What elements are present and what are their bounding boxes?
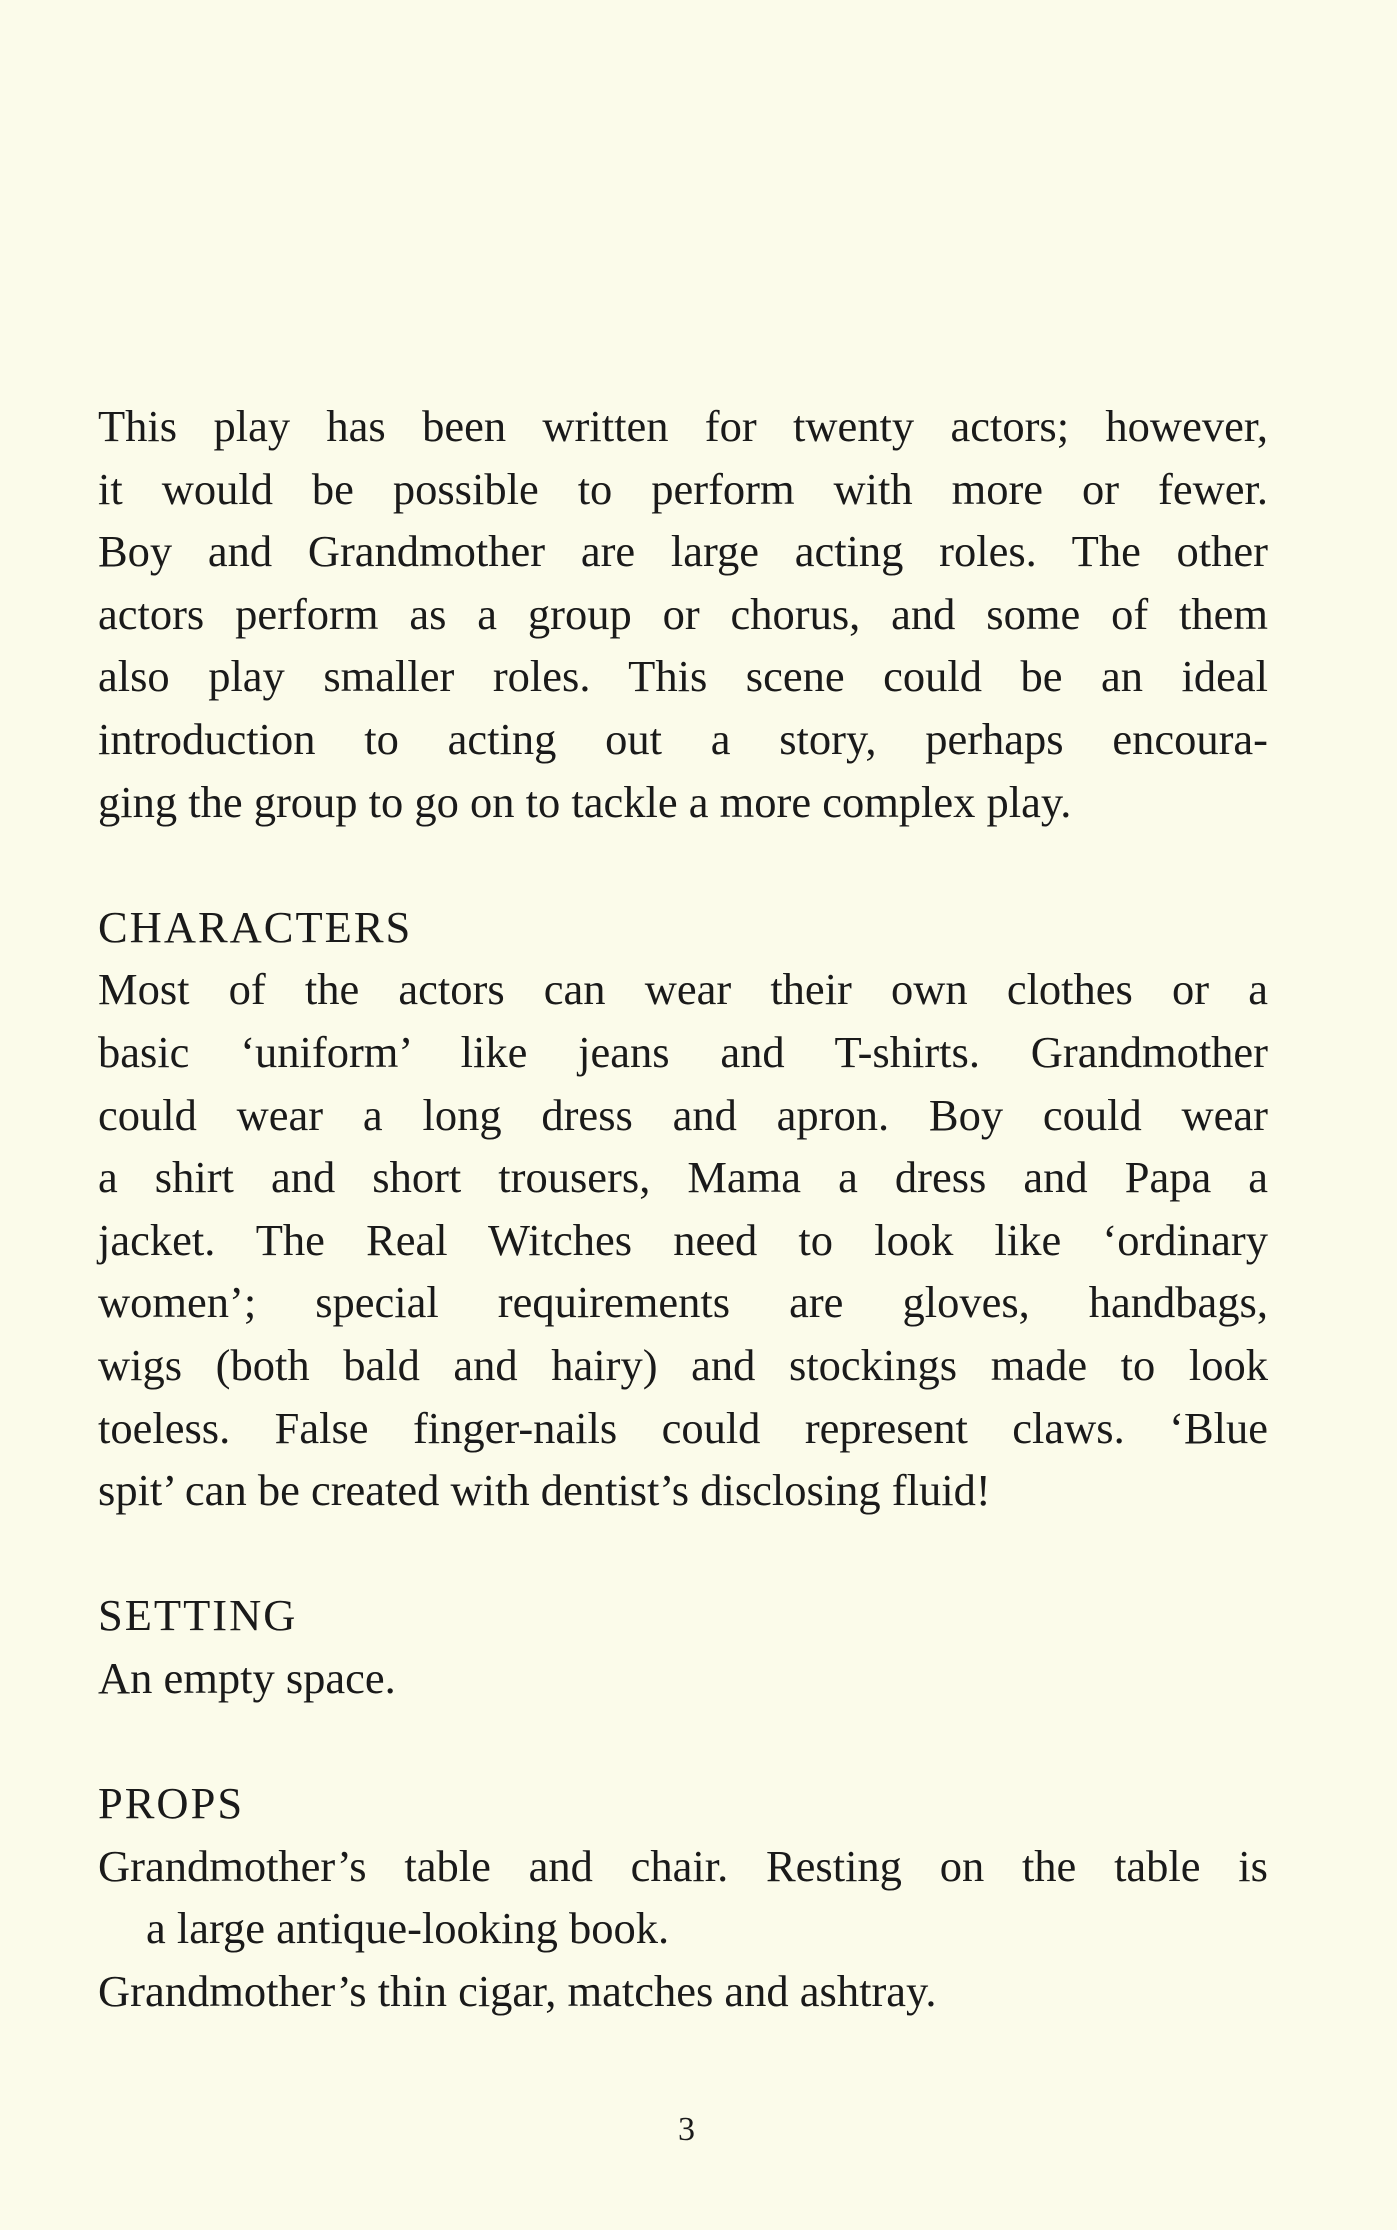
intro-line: Boy and Grandmother are large acting roles. The other	[98, 526, 1268, 577]
props-item	[98, 1835, 1268, 1960]
props-item	[98, 1960, 1268, 2023]
intro-line: introduction to acting out a story, perhaps encoura-	[98, 713, 1268, 764]
characters-line: jacket. The Real Witches need to look like ‘ordinary	[98, 1214, 1268, 1265]
setting-heading: SETTING	[98, 1590, 298, 1641]
section-gap	[98, 1709, 1268, 1772]
section-gap	[98, 1522, 1268, 1585]
intro-line: it would be possible to perform with more or fewer.	[98, 463, 1268, 514]
section-gap	[98, 833, 1268, 896]
props-heading: PROPS	[98, 1778, 245, 1829]
intro-line: This play has been written for twenty actors; however,	[98, 401, 1268, 451]
intro-line: ging the group to go on to tackle a more complex play.	[98, 776, 1072, 827]
props-item-continuation: a large antique-looking book.	[146, 1903, 670, 1954]
characters-line: toeless. False finger-nails could represent claws. ‘Blue	[98, 1402, 1268, 1453]
characters-line: a shirt and short trousers, Mama a dress and Papa a	[98, 1152, 1268, 1203]
characters-line: basic ‘uniform’ like jeans and T-shirts. Grandmother	[98, 1026, 1268, 1077]
setting-text: An empty space.	[98, 1652, 396, 1703]
intro-line: actors perform as a group or chorus, and some of them	[98, 588, 1268, 639]
page-number: 3	[678, 2111, 695, 2148]
intro-paragraph	[98, 395, 1268, 833]
characters-line: wigs (both bald and hairy) and stockings made to look	[98, 1339, 1268, 1390]
intro-line: also play smaller roles. This scene could be an ideal	[98, 651, 1268, 702]
characters-paragraph	[98, 958, 1268, 1521]
characters-heading: CHARACTERS	[98, 901, 413, 952]
characters-line: Most of the actors can wear their own clothes or a	[98, 964, 1268, 1015]
props-item-first-line: Grandmother’s thin cigar, matches and ashtray.	[98, 1965, 937, 2016]
page-content	[98, 395, 1268, 2022]
characters-line: women’; special requirements are gloves, handbags,	[98, 1277, 1268, 1328]
characters-line: could wear a long dress and apron. Boy could wear	[98, 1089, 1268, 1140]
props-item-first-line: Grandmother’s table and chair. Resting on the table is	[98, 1840, 1268, 1891]
characters-line: spit’ can be created with dentist’s disclosing fluid!	[98, 1465, 991, 1516]
